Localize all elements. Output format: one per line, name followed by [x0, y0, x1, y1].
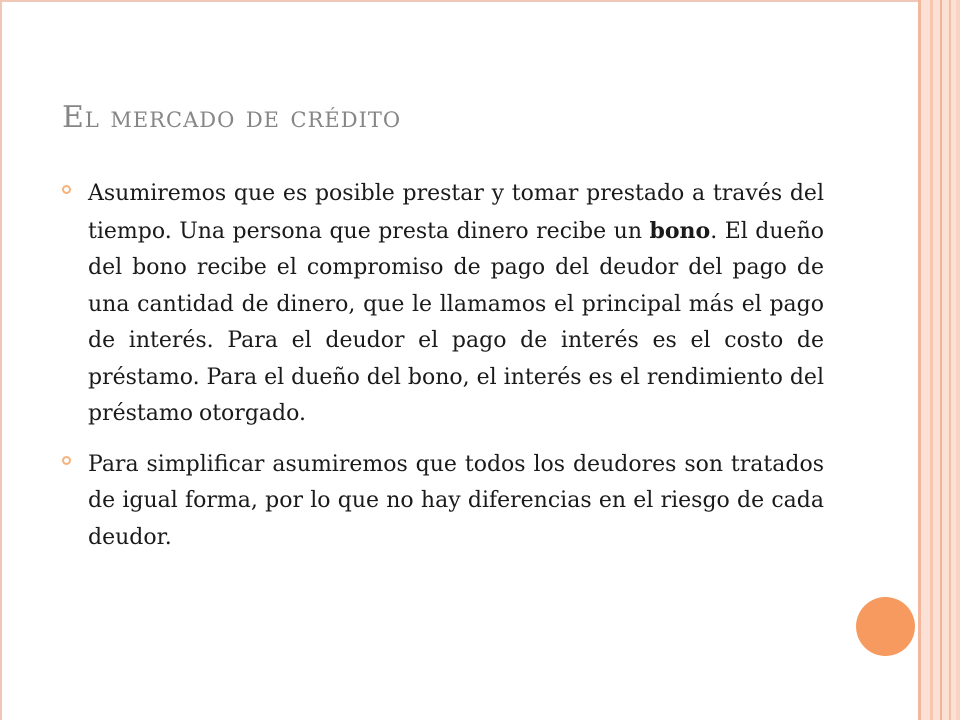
bullet-circle-icon: [62, 456, 71, 465]
bold-term: bono: [649, 217, 711, 244]
slide-title: El mercado de crédito: [62, 100, 402, 135]
decorative-circle: [856, 597, 915, 656]
stripe: [918, 0, 921, 720]
stripe: [949, 0, 951, 720]
bullet-circle-icon: [62, 185, 71, 194]
bullet-text-part: Asumiremos que es posible prestar y tomar prestado a través del tiempo. Una persona que presta dinero recibe un: [88, 181, 824, 244]
bullet-item: [62, 447, 824, 557]
stripe: [940, 0, 942, 720]
bullet-item: [62, 176, 824, 433]
stripe: [956, 0, 960, 720]
decorative-stripes: [918, 0, 960, 720]
stripe: [930, 0, 933, 720]
bullet-text: Para simplificar asumiremos que todos los deudores son tratados de igual forma, por lo que no hay diferencias en el riesgo de cada deudor.: [88, 451, 824, 550]
bullet-text: [88, 176, 824, 433]
slide-content: [62, 176, 824, 570]
bullet-text-part: . El dueño del bono recibe el compromiso de pago del deudor del pago de una cantidad de dinero, que le llamamos el principal más el pago de interés. Para el deudor el pago de interés es el costo de préstamo. Para el dueño del bono, el interés es el rendimiento del préstamo otorgado.: [88, 218, 824, 426]
